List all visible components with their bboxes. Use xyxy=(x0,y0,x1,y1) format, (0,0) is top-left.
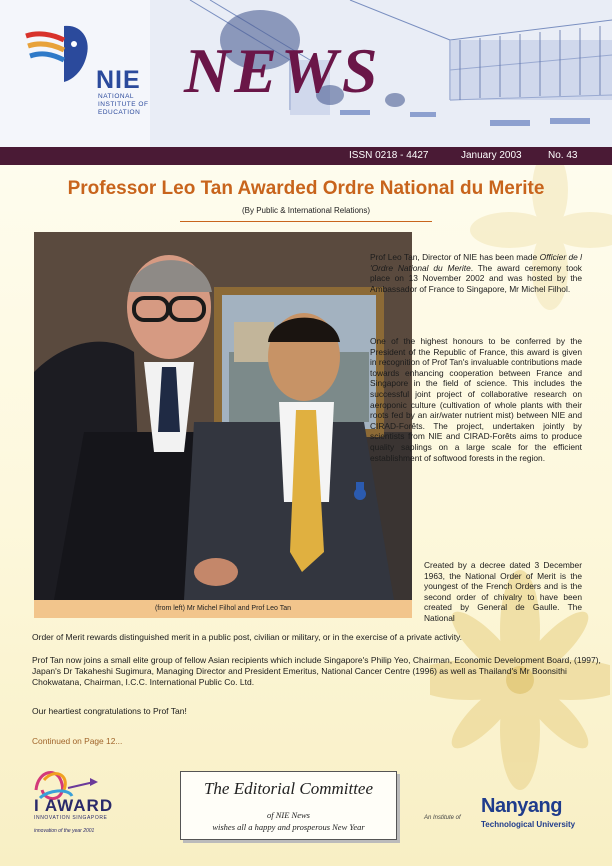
issue-number: No. 43 xyxy=(548,150,578,161)
article-byline: (By Public & International Relations) xyxy=(241,206,371,215)
award-photo xyxy=(34,232,412,600)
i-award-tagline: innovation of the year 2001 xyxy=(34,828,95,834)
editorial-line-1: of NIE News xyxy=(267,810,310,820)
paragraph-4: Prof Tan now joins a small elite group of fellow Asian recipients which include Singapore's Philip Yeo, Chairman, Economic Development Board, (1997), Japan's Dr Takaheshi Sugimura, Managing Director and President Emeritus, National Cancer Centre (1996) as well as Thailand's Mr Boonsithi Chokwatana, Chairman, I.C.C. International Public Co. Ltd. xyxy=(32,655,601,687)
org-abbr: NIE xyxy=(96,66,141,94)
paragraph-1: Prof Leo Tan, Director of NIE has been made Officier de l 'Ordre National du Merite. The award ceremony took place on 13 November 2002 and was hosted by the Ambassador of France to Singapore, Mr Michel Filhol. xyxy=(370,252,582,294)
institute-label: An Institute of xyxy=(424,815,461,821)
editorial-box xyxy=(180,771,397,840)
ntu-name: Nanyang xyxy=(481,795,562,817)
nie-logo-icon xyxy=(24,22,94,84)
title-divider xyxy=(180,221,432,222)
ntu-subtitle: Technological University xyxy=(481,820,576,829)
editorial-title: The Editorial Committee xyxy=(203,779,374,798)
editorial-line-2: wishes all a happy and prosperous New Year xyxy=(212,822,365,832)
issue-bar xyxy=(0,147,612,165)
newsletter-title: NEWS xyxy=(184,35,382,106)
photo-caption: (from left) Mr Michel Filhol and Prof Leo Tan xyxy=(154,605,292,612)
article-title: Professor Leo Tan Awarded Ordre National du Merite xyxy=(67,178,545,199)
masthead xyxy=(0,0,612,147)
i-award-subtitle: INNOVATION SINGAPORE xyxy=(34,815,108,821)
issue-date: January 2003 xyxy=(461,150,522,161)
org-fullname: NATIONAL INSTITUTE OF EDUCATION xyxy=(98,93,149,116)
issn-label: ISSN 0218 - 4427 xyxy=(349,150,429,161)
paragraph-2: One of the highest honours to be conferred by the President of the Republic of France, this award is given in recognition of Prof Tan's invaluable contributions made towards enhancing cooperation between France and Singapore in the field of science. This includes the successful joint project of collaborative research on aeroponic culture (cultivation of whole plants with their roots fed by an air/water nutrient mist) between NIE and CIRAD-Forêts. The project, undertaken jointly by scientists from NIE and CIRAD-Forêts aims to produce quality saplings on a large scale for the efficient establishment of softwood forests in the region. xyxy=(370,336,582,463)
paragraph-3-continued: Order of Merit rewards distinguished merit in a public post, civilian or military, or in the exercise of a private activity. xyxy=(32,632,463,642)
continued-link[interactable]: Continued on Page 12... xyxy=(32,736,123,746)
paragraph-5: Our heartiest congratulations to Prof Tan! xyxy=(32,706,187,716)
paragraph-3: Created by a decree dated 3 December 1963, the National Order of Merit is the youngest of the French Orders and is the second order of chivalry to have been created by General de Gaulle. The National xyxy=(424,560,582,623)
i-award-title: I AWARD xyxy=(34,796,114,815)
photo-illustration xyxy=(34,232,412,600)
